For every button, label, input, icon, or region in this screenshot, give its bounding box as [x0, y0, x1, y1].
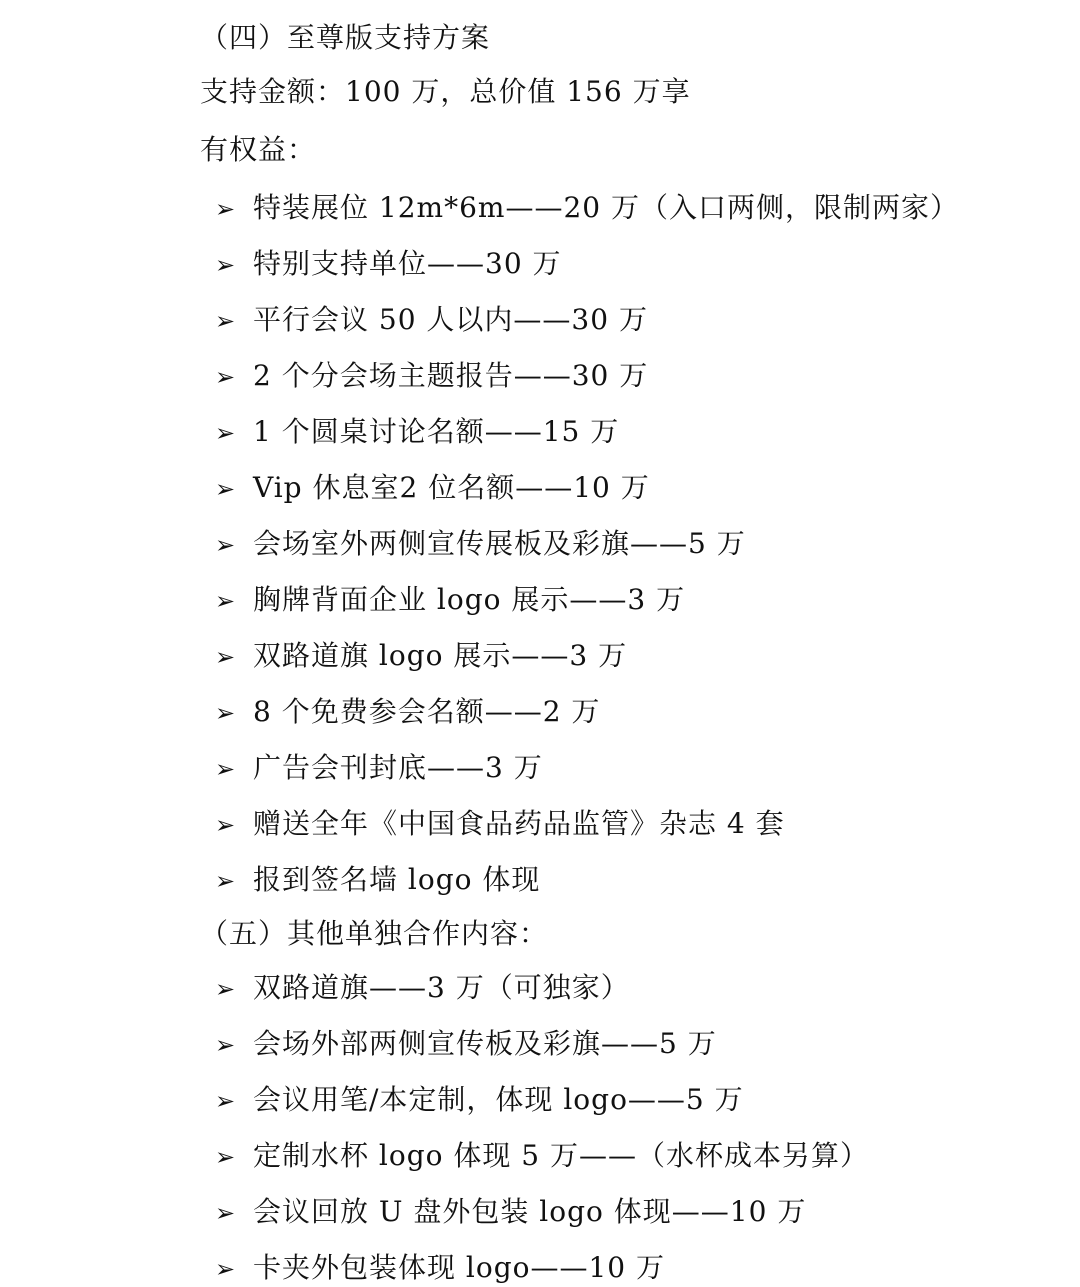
list-item: ➢ 会场外部两侧宣传板及彩旗——5 万 [215, 1026, 717, 1063]
arrowhead-icon: ➢ [215, 251, 237, 279]
arrowhead-icon: ➢ [215, 643, 237, 671]
section-5-heading: （五）其他单独合作内容： [200, 917, 549, 950]
list-item: ➢ 1 个圆桌讨论名额——15 万 [215, 414, 619, 451]
list-item: ➢ 双路道旗 logo 展示——3 万 [215, 638, 627, 675]
arrowhead-icon: ➢ [215, 1087, 237, 1115]
list-item: ➢ 平行会议 50 人以内——30 万 [215, 302, 648, 339]
list-item: ➢ 卡夹外包装体现 logo——10 万 [215, 1250, 665, 1287]
list-item: ➢ 胸牌背面企业 logo 展示——3 万 [215, 582, 685, 619]
arrowhead-icon: ➢ [215, 195, 237, 223]
arrowhead-icon: ➢ [215, 755, 237, 783]
arrowhead-icon: ➢ [215, 811, 237, 839]
list-item: ➢ 特别支持单位——30 万 [215, 246, 562, 283]
list-item: ➢ 2 个分会场主题报告——30 万 [215, 358, 648, 395]
list-item: ➢ 会议用笔/本定制，体现 logo——5 万 [215, 1082, 744, 1119]
list-item: ➢ 会议回放 U 盘外包装 logo 体现——10 万 [215, 1194, 806, 1231]
section-4-heading: （四）至尊版支持方案 [200, 21, 491, 54]
list-item: ➢ 赠送全年《中国食品药品监管》杂志 4 套 [215, 806, 785, 843]
list-item: ➢ Vip 休息室2 位名额——10 万 [215, 470, 650, 507]
arrowhead-icon: ➢ [215, 531, 237, 559]
arrowhead-icon: ➢ [215, 1255, 237, 1283]
arrowhead-icon: ➢ [215, 867, 237, 895]
arrowhead-icon: ➢ [215, 475, 237, 503]
list-item: ➢ 会场室外两侧宣传展板及彩旗——5 万 [215, 526, 746, 563]
list-item: ➢ 双路道旗——3 万（可独家） [215, 970, 630, 1007]
list-item: ➢ 报到签名墙 logo 体现 [215, 862, 540, 899]
arrowhead-icon: ➢ [215, 363, 237, 391]
arrowhead-icon: ➢ [215, 1199, 237, 1227]
list-item: ➢ 定制水杯 logo 体现 5 万——（水杯成本另算） [215, 1138, 869, 1175]
list-item: ➢ 广告会刊封底——3 万 [215, 750, 543, 787]
arrowhead-icon: ➢ [215, 1143, 237, 1171]
list-item: ➢ 8 个免费参会名额——2 万 [215, 694, 600, 731]
list-item: ➢ 特装展位 12m*6m——20 万（入口两侧，限制两家） [215, 190, 959, 227]
arrowhead-icon: ➢ [215, 419, 237, 447]
arrowhead-icon: ➢ [215, 1031, 237, 1059]
arrowhead-icon: ➢ [215, 975, 237, 1003]
benefits-label: 有权益： [200, 133, 317, 166]
arrowhead-icon: ➢ [215, 587, 237, 615]
arrowhead-icon: ➢ [215, 699, 237, 727]
arrowhead-icon: ➢ [215, 307, 237, 335]
support-amount: 支持金额：100 万，总价值 156 万享 [200, 75, 691, 108]
